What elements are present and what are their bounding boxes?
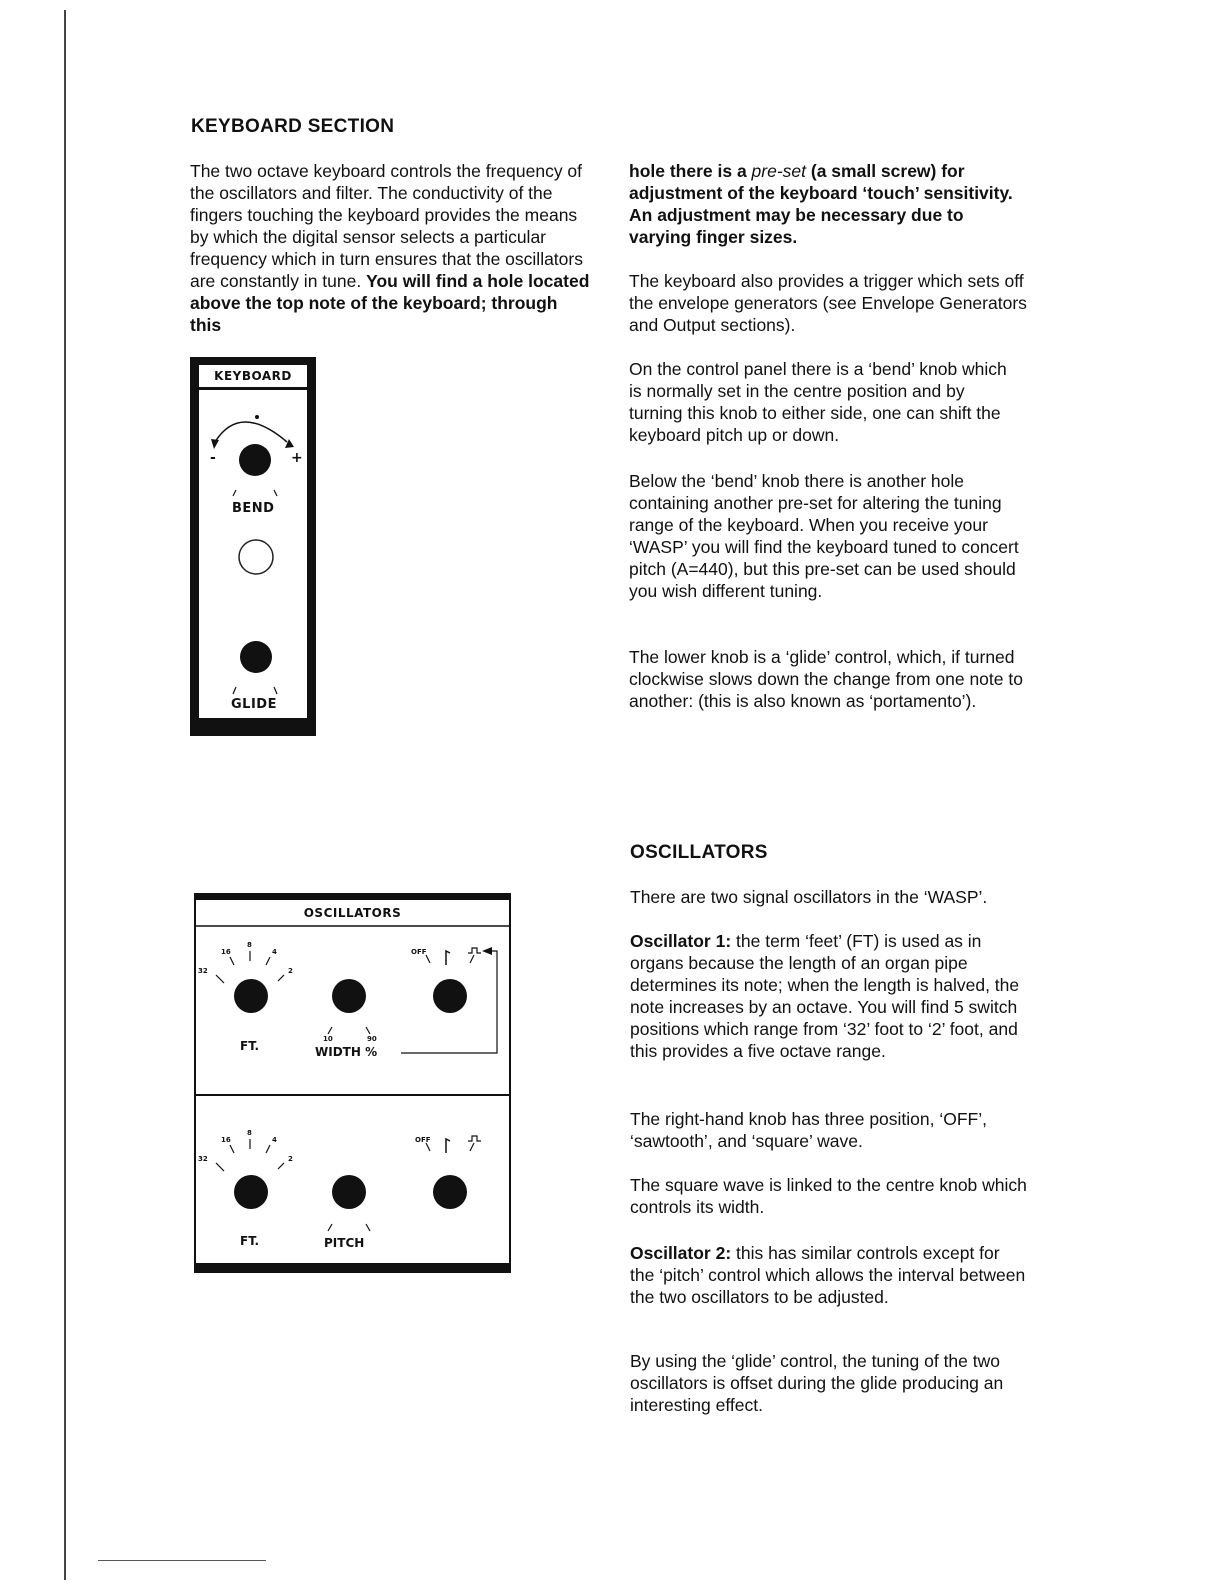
page-margin-line [64, 10, 66, 1580]
osc2-ft-knob [234, 1175, 268, 1209]
oscillators-paragraph-6: By using the ‘glide’ control, the tuning of the two oscillators is offset during the glide producing an interesting effect. [630, 1351, 1004, 1415]
osc2-pitch-label: PITCH [324, 1236, 365, 1250]
osc2-ft-label-8: 8 [247, 1129, 252, 1137]
osc2-sawtooth-symbol [446, 1139, 450, 1153]
oscillators-panel-title: OSCILLATORS [303, 906, 402, 920]
osc2-ft-label-32: 32 [198, 1155, 208, 1163]
glide-tick-right [274, 687, 277, 694]
keyboard-paragraph-2 [629, 160, 1029, 248]
osc2-wave-knob [433, 1175, 467, 1209]
osc1-ft-label-4: 4 [272, 948, 277, 956]
bend-arc [215, 422, 287, 442]
osc1-ft-knob [234, 979, 268, 1013]
osc1-width-knob [332, 979, 366, 1013]
oscillators-paragraph-3: The right-hand knob has three position, ‘OFF’, ‘sawtooth’, and ‘square’ wave. [630, 1109, 987, 1151]
osc2-square-symbol [468, 1136, 481, 1141]
osc1-width-label: WIDTH % [315, 1045, 378, 1059]
keyboard-paragraph-2-italic: pre-set [751, 161, 807, 181]
osc1-ft-tick-4 [266, 957, 270, 965]
osc1-wave-tick-square [470, 955, 474, 963]
bend-tick-right [274, 490, 277, 496]
glide-tick-left [233, 687, 236, 694]
osc2-ft-tick-32 [216, 1163, 224, 1171]
osc1-ft-tick-32 [216, 975, 224, 983]
bend-knob [239, 444, 271, 476]
bend-left-arrow [211, 439, 219, 449]
osc1-ft-label-2: 2 [288, 967, 293, 975]
bend-minus-label: - [210, 450, 216, 466]
oscillators-paragraph-2 [630, 930, 1035, 1062]
osc2-wave-tick-square [470, 1143, 474, 1151]
oscillators-panel-graphics [194, 893, 511, 1273]
osc2-off-label: OFF [415, 1136, 431, 1144]
page-bottom-line [98, 1560, 266, 1561]
osc2-ft-label-4: 4 [272, 1136, 277, 1144]
oscillators-paragraph-1: There are two signal oscillators in the ‘WASP’. [630, 887, 988, 907]
osc1-ft-label: FT. [240, 1039, 260, 1053]
osc1-ft-label-32: 32 [198, 967, 208, 975]
osc2-ft-tick-4 [266, 1145, 270, 1153]
oscillator-2-label: Oscillator 2: [630, 1243, 732, 1263]
osc2-ft-label: FT. [240, 1234, 260, 1248]
bend-label: BEND [232, 501, 275, 516]
oscillators-panel [194, 893, 511, 1273]
osc1-square-symbol [468, 948, 481, 953]
keyboard-paragraph-5: Below the ‘bend’ knob there is another hole containing another pre-set for altering the tuning range of the keyboard. When you receive your ‘WASP’ you will find the keyboard tuned to concert pitch (A=440), but this pre-set can be used should you wish different tuning. [629, 471, 1019, 601]
osc1-width-tick-right [366, 1027, 370, 1034]
keyboard-paragraph-1-text: The two octave keyboard controls the frequency of the oscillators and filter. The conductivity of the fingers touching the keyboard provides the means by which the digital sensor selects a particular frequency which in turn ensures that the oscillators are constantly in tune. [190, 161, 583, 291]
keyboard-paragraph-1 [190, 160, 592, 336]
bend-plus-label: + [291, 450, 303, 466]
osc1-ft-tick-16 [230, 957, 234, 965]
osc2-ft-tick-2 [278, 1163, 284, 1169]
osc1-width-hi-label: 90 [367, 1035, 377, 1043]
oscillator-1-label: Oscillator 1: [630, 931, 732, 951]
oscillators-paragraph-5 [630, 1242, 1028, 1308]
osc1-wave-knob [433, 979, 467, 1013]
osc2-pitch-tick-left [328, 1224, 332, 1231]
osc2-ft-label-2: 2 [288, 1155, 293, 1163]
glide-label: GLIDE [231, 697, 277, 712]
bend-right-arrow [285, 439, 294, 448]
osc1-width-tick-left [328, 1027, 332, 1034]
oscillators-heading: OSCILLATORS [630, 842, 768, 863]
osc2-pitch-knob [332, 1175, 366, 1209]
bend-center-dot [255, 415, 259, 419]
keyboard-paragraph-2-a: hole there is a [629, 161, 752, 181]
glide-knob [240, 641, 272, 673]
oscillators-panel-bottom-bar [194, 1263, 511, 1273]
keyboard-panel-graphics [190, 357, 316, 736]
keyboard-paragraph-2-b: (a small screw) for adjustment of the keyboard ‘touch’ sensitivity. An adjustment may be necessary due to varying finger sizes. [629, 161, 1013, 247]
oscillators-panel-top-bar [194, 893, 511, 900]
osc1-wave-tick-off [426, 955, 430, 963]
osc1-ft-tick-2 [278, 975, 284, 981]
bend-tick-left [233, 490, 236, 496]
oscillators-paragraph-5-text: this has similar controls except for the ‘pitch’ control which allows the interval between the two oscillators to be adjusted. [630, 1243, 1026, 1307]
osc1-ft-label-8: 8 [247, 941, 252, 949]
osc1-width-lo-label: 10 [323, 1035, 333, 1043]
osc2-ft-tick-16 [230, 1145, 234, 1153]
osc1-link-arrow [482, 947, 492, 955]
osc2-wave-tick-off [426, 1143, 430, 1151]
keyboard-paragraph-1-bold: You will find a hole located above the top note of the keyboard; through this [190, 271, 590, 335]
keyboard-panel-title: KEYBOARD [214, 369, 292, 383]
oscillators-paragraph-4: The square wave is linked to the centre knob which controls its width. [630, 1175, 1027, 1217]
osc1-sawtooth-symbol [446, 951, 450, 965]
tuning-preset-hole [239, 540, 273, 574]
oscillators-paragraph-2-text: the term ‘feet’ (FT) is used as in organs because the length of an organ pipe determines its note; when the length is halved, the note increases by an octave. You will find 5 switch positions which range from ‘32’ foot to ‘2’ foot, and this provides a five octave range. [630, 931, 1020, 1061]
keyboard-panel [190, 357, 316, 736]
keyboard-section-heading: KEYBOARD SECTION [191, 116, 395, 137]
keyboard-paragraph-6: The lower knob is a ‘glide’ control, which, if turned clockwise slows down the change from one note to another: (this is also known as ‘portamento’). [629, 647, 1023, 711]
osc2-ft-label-16: 16 [221, 1136, 231, 1144]
osc1-ft-label-16: 16 [221, 948, 231, 956]
osc1-off-label: OFF [411, 948, 427, 956]
osc2-pitch-tick-right [366, 1224, 370, 1231]
keyboard-paragraph-4: On the control panel there is a ‘bend’ knob which is normally set in the centre position and by turning this knob to either side, one can shift the keyboard pitch up or down. [629, 359, 1007, 445]
keyboard-paragraph-3: The keyboard also provides a trigger which sets off the envelope generators (see Envelope Generators and Output sections). [629, 271, 1027, 335]
